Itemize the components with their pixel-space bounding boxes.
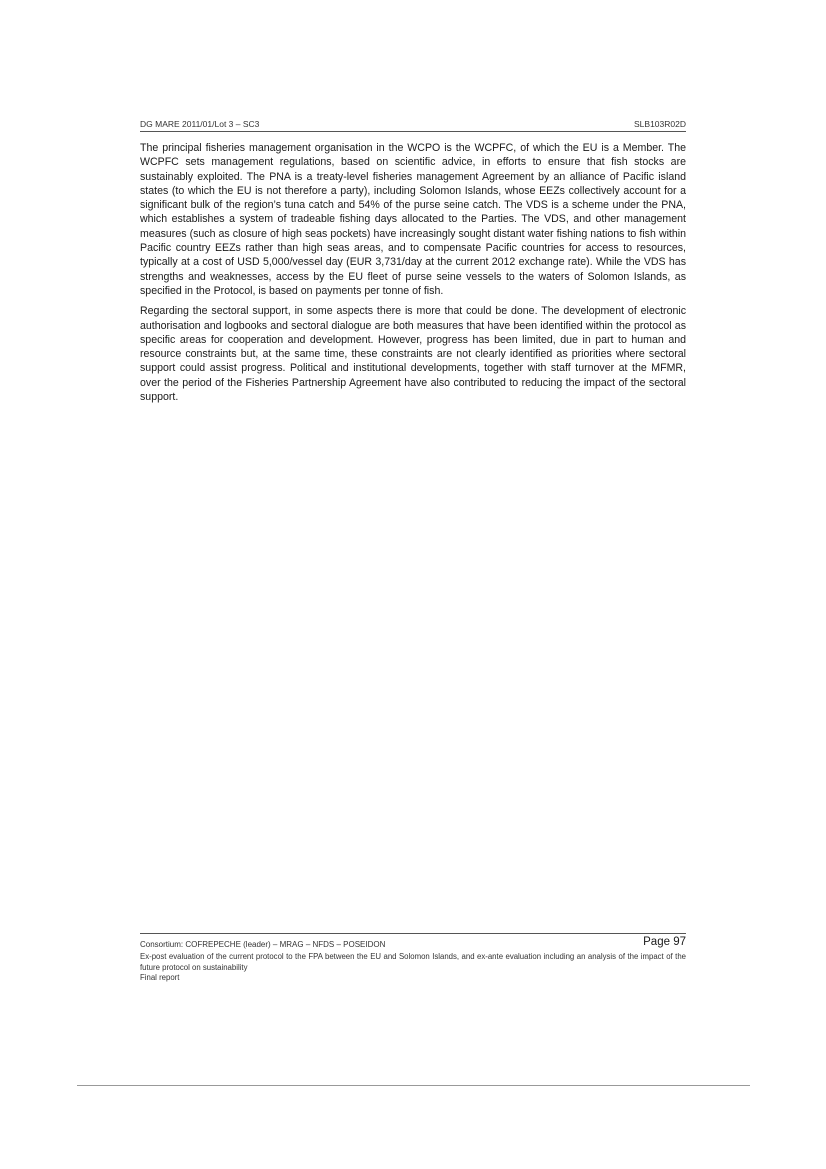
header-document-code: SLB103R02D	[634, 119, 686, 129]
bottom-divider	[77, 1085, 750, 1086]
footer-consortium: Consortium: COFREPECHE (leader) – MRAG – NFDS – POSEIDON	[140, 940, 386, 949]
header-reference: DG MARE 2011/01/Lot 3 – SC3	[140, 119, 260, 129]
paragraph-sectoral-support: Regarding the sectoral support, in some aspects there is more that could be done. The development of electronic authorisation and logbooks and sectoral dialogue are both measures that have been identified within the protocol as specific areas for cooperation and development. However, progress has been limited, due in part to human and resource constraints but, at the same time, these constraints are not clearly identified as priorities where sectoral support could assist progress. Political and institutional developments, together with staff turnover at the MFMR, over the period of the Fisheries Partnership Agreement have also contributed to reducing the impact of the sectoral support.	[140, 305, 686, 404]
footer-report-type: Final report	[140, 973, 180, 983]
paragraph-fisheries-management: The principal fisheries management organisation in the WCPO is the WCPFC, of which the EU is a Member. The WCPFC sets management regulations, based on scientific advice, in efforts to ensure that fish stocks are sustainably exploited. The PNA is a treaty-level fisheries management Agreement by an alliance of Pacific island states (to which the EU is not therefore a party), including Solomon Islands, whose EEZs collectively account for a significant bulk of the region’s tuna catch and 54% of the purse seine catch. The VDS is a scheme under the PNA, which establishes a system of tradeable fishing days allocated to the Parties. The VDS, and other management measures (such as closure of high seas pockets) have increasingly sought distant water fishing nations to fish within Pacific country EEZs rather than high seas areas, and to compensate Pacific countries for access to resources, typically at a cost of USD 5,000/vessel day (EUR 3,731/day at the current 2012 exchange rate). While the VDS has strengths and weaknesses, access by the EU fleet of purse seine vessels to the waters of Solomon Islands, as specified in the Protocol, is based on payments per tonne of fish.	[140, 142, 686, 297]
page-number: Page 97	[643, 936, 686, 948]
footer-description: Ex-post evaluation of the current protocol to the FPA between the EU and Solomon Islands, and ex-ante evaluation including an analysis of the impact of the future protocol on sustainability	[140, 952, 686, 972]
page-header	[140, 117, 686, 132]
body-text	[140, 141, 686, 410]
page-footer	[140, 933, 686, 984]
